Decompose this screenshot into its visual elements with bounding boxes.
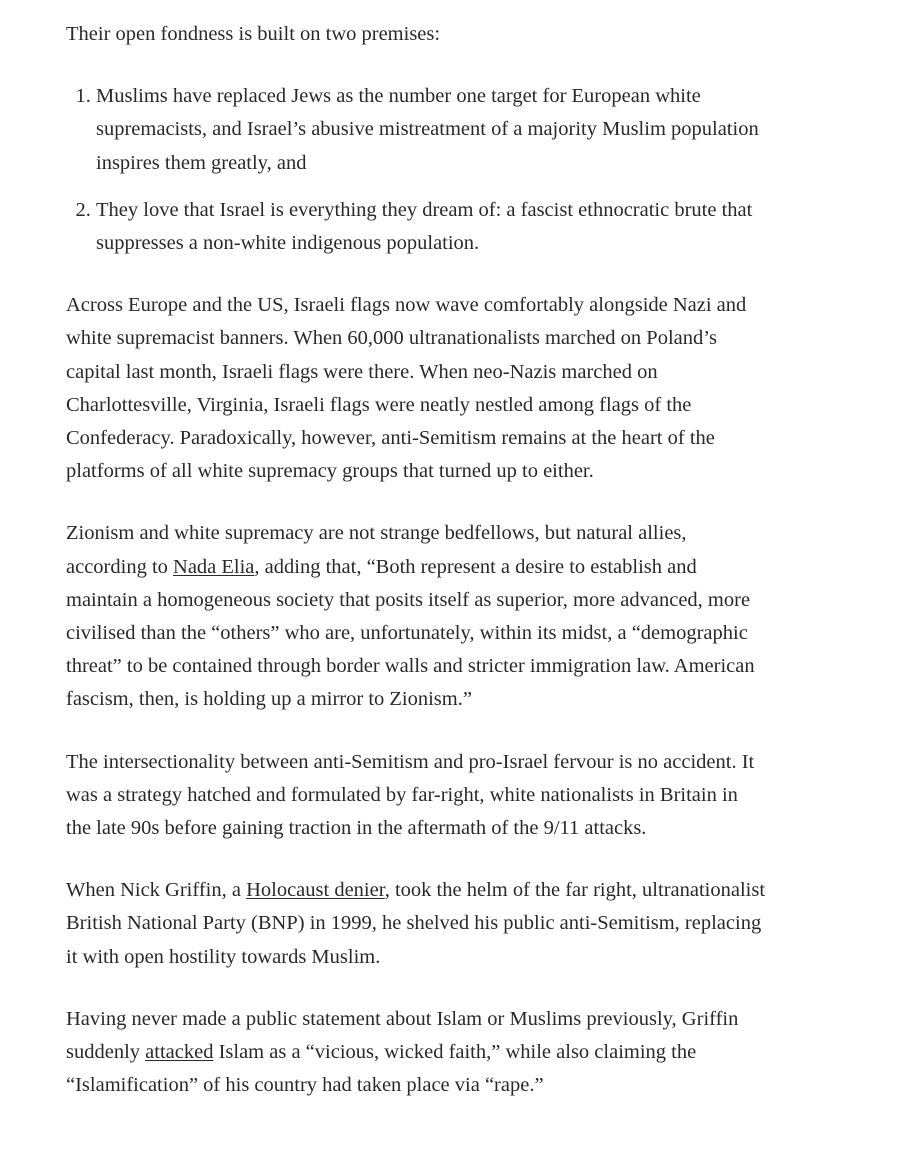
paragraph-griffin-text-before: When Nick Griffin, a (66, 879, 247, 902)
holocaust-denier-link[interactable]: Holocaust denier (246, 879, 385, 902)
paragraph-zionism-text-before: Zionism and white supremacy are not strange bedfellows, but natural allies, according to (66, 522, 687, 578)
premises-list (66, 80, 766, 260)
attacked-link[interactable]: attacked (145, 1041, 214, 1064)
paragraph-intro: Their open fondness is built on two premises: (66, 23, 441, 45)
paragraph-israeli-flags: Across Europe and the US, Israeli flags now wave comfortably alongside Nazi and white supremacist banners. When 60,000 ultranationalists marched on Poland’s capital last month, Israeli flags were there. When neo-Nazis marched on Charlottesville, Virginia, Israeli flags were neatly nestled among flags of the Confederacy. Paradoxically, however, anti-Semitism remains at the heart of the platforms of all white supremacy groups that turned up to either. (66, 294, 747, 483)
article-body (66, 18, 766, 1131)
nada-elia-link[interactable]: Nada Elia (173, 555, 255, 578)
list-item-premise-1: 1. Muslims have replaced Jews as the number one target for European white supremacists, and Israel’s abusive mistreatment of a majority Muslim population inspires them greatly, and (96, 80, 766, 180)
paragraph-zionism (66, 517, 766, 716)
paragraph-attacked-text-before: Having never made a public statement about Islam or Muslims previously, Griffin suddenly (66, 1007, 739, 1064)
paragraph-griffin-text-after: , took the helm of the far right, ultranationalist British National Party (BNP) in 1999, he shelved his public anti-Semitism, replacing it with open hostility towards Muslim. (66, 879, 766, 968)
paragraph-attacked-text-after: Islam as a “vicious, wicked faith,” while also claiming the “Islamification” of his country had taken place via “rape.” (66, 1041, 697, 1097)
paragraph-zionism-text-after: , adding that, “Both represent a desire to establish and maintain a homogeneous society that posits itself as superior, more advanced, more civilised than the “others” who are, unfortunately, within its midst, a “demographic threat” to be contained through border walls and stricter immigration law. American fascism, then, is holding up a mirror to Zionism.” (66, 555, 755, 711)
paragraph-nick-griffin (66, 874, 766, 974)
paragraph-intersectionality: The intersectionality between anti-Semitism and pro-Israel fervour is no accident. It was a strategy hatched and formulated by far-right, white nationalists in Britain in the late 90s before gaining traction in the aftermath of the 9/11 attacks. (66, 750, 755, 840)
list-item-premise-2: 2. They love that Israel is everything they dream of: a fascist ethnocratic brute that suppresses a non-white indigenous population. (96, 194, 766, 260)
paragraph-griffin-attacked (66, 1003, 766, 1103)
